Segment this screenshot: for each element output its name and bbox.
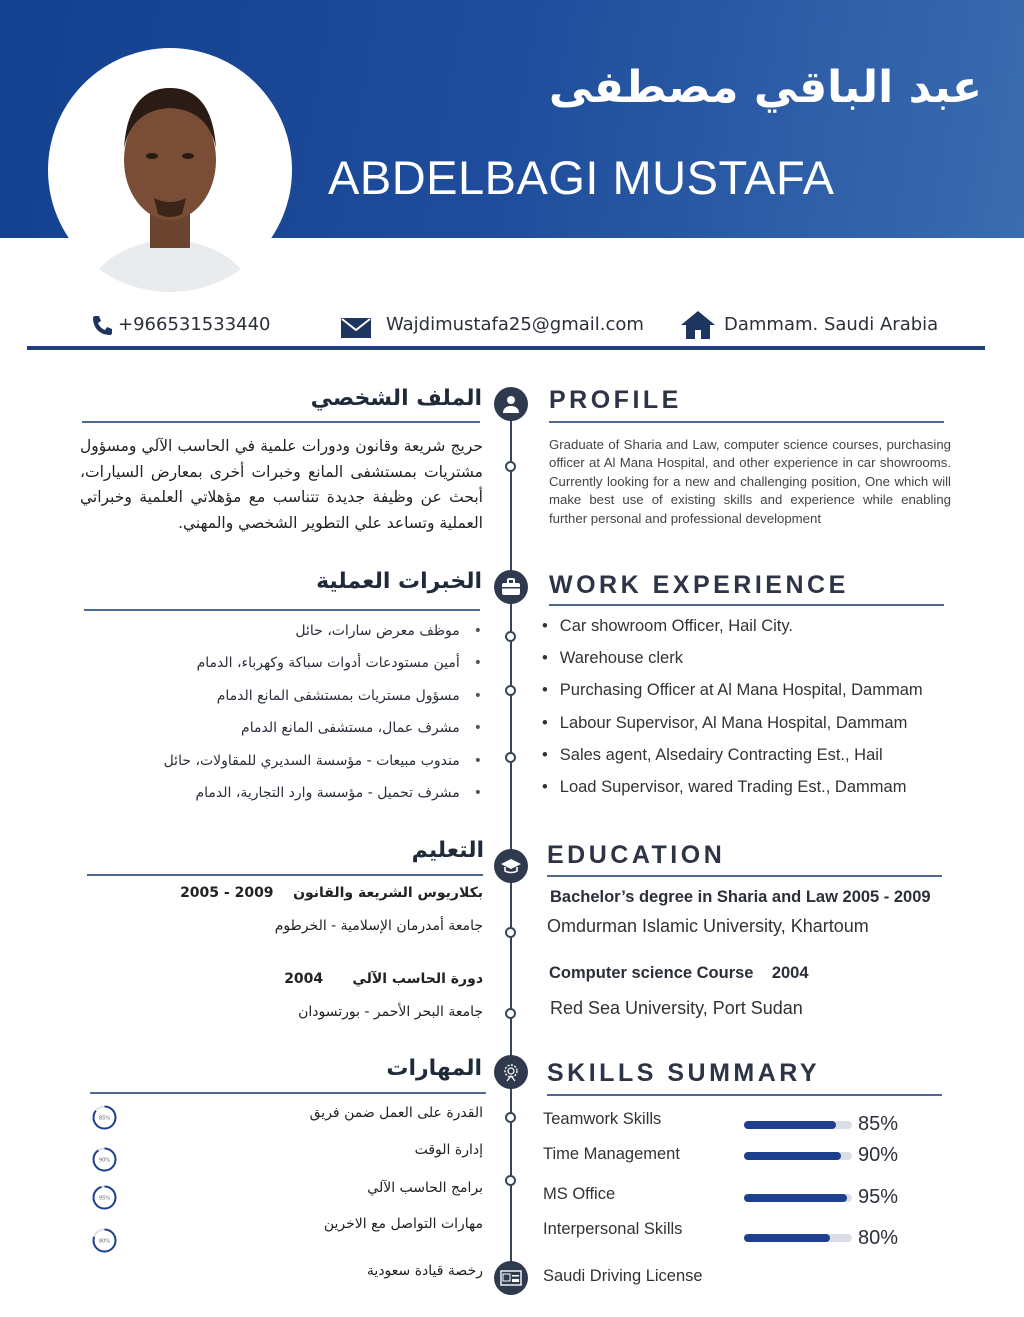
profile-text-ar: حريج شريعة وقانون ودورات علمية في الحاسب الآلي ومسؤول مشتريات بمستشفى المانع وخبرات أخرى بمعارض السيارات، أبحث عن وظيفة جديدة تتناسب مع مؤهلاتي العلمية وخبراتي العملية وتساعد علي التطوير الشخصي والمهني. <box>80 437 483 532</box>
skill-gauge <box>91 1227 118 1254</box>
edu-degree: Bachelor’s degree in Sharia and Law 2005 - 2009 <box>550 888 931 906</box>
skill-bar-fill <box>744 1152 841 1160</box>
divider <box>549 604 944 606</box>
gear-icon <box>494 1055 528 1089</box>
skill-bar-fill <box>744 1121 836 1129</box>
timeline-line <box>510 400 512 1270</box>
timeline-dot <box>505 631 516 642</box>
edu-degree-ar: بكلاريوس الشريعة والقانون 2005 - 2009 <box>180 885 483 901</box>
education-heading: EDUCATION <box>547 841 726 869</box>
work-heading: WORK EXPERIENCE <box>549 571 849 599</box>
skill-bar-fill <box>744 1194 847 1202</box>
graduation-cap-icon <box>494 849 528 883</box>
edu-degree-ar: دورة الحاسب الآلي 2004 <box>284 971 483 987</box>
timeline-dot <box>505 1112 516 1123</box>
skill-ar: مهارات التواصل مع الاخرين <box>323 1216 483 1232</box>
skill-label: MS Office <box>543 1185 616 1203</box>
skills-heading: SKILLS SUMMARY <box>547 1059 821 1087</box>
id-card-icon <box>494 1261 528 1295</box>
skill-ar: برامج الحاسب الآلي <box>367 1180 483 1196</box>
timeline-dot <box>505 752 516 763</box>
work-item: • Warehouse clerk <box>542 649 683 668</box>
timeline-dot <box>505 685 516 696</box>
email-icon <box>340 317 372 339</box>
skill-percent: 85% <box>858 1113 899 1135</box>
divider <box>547 1094 942 1096</box>
skill-ar: إدارة الوقت <box>414 1142 483 1158</box>
contact-divider <box>27 346 985 350</box>
profile-heading: PROFILE <box>549 386 682 414</box>
skill-bar <box>744 1121 852 1129</box>
edu-school: Omdurman Islamic University, Khartoum <box>547 916 869 936</box>
profile-text: Graduate of Sharia and Law, computer science courses, purchasing officer at Al Mana Hospital, and other experience in car showrooms. Currently looking for a new and challenging position, One which will make best use of existing skills and experience while enabling further personal and professional development <box>549 437 951 526</box>
timeline-dot <box>505 461 516 472</box>
work-item-ar: • مندوب مبيعات - مؤسسة السديري للمقاولات، حائل <box>164 753 482 769</box>
timeline-dot <box>505 927 516 938</box>
timeline-dot <box>505 1008 516 1019</box>
divider <box>87 874 483 876</box>
edu-school-ar: جامعة أمدرمان الإسلامية - الخرطوم <box>274 918 483 934</box>
skill-percent: 95% <box>858 1186 899 1208</box>
work-item: • Load Supervisor, wared Trading Est., Dammam <box>542 778 906 797</box>
name-arabic: عبد الباقي مصطفى <box>548 62 982 113</box>
skill-label: Time Management <box>543 1145 680 1163</box>
skill-gauge <box>91 1104 118 1131</box>
work-heading-ar: الخبرات العملية <box>316 569 482 594</box>
skill-label: Teamwork Skills <box>543 1110 662 1128</box>
work-item-ar: • أمين مستودعات أدوات سباكة وكهرباء، الدمام <box>197 655 482 671</box>
license: Saudi Driving License <box>543 1267 703 1285</box>
phone-number[interactable]: +966531533440 <box>118 314 271 335</box>
skill-bar <box>744 1234 852 1242</box>
user-icon <box>494 387 528 421</box>
work-item-ar: • مشرف عمال، مستشفى المانع الدمام <box>241 720 482 736</box>
skill-ar: القدرة على العمل ضمن فريق <box>309 1105 483 1121</box>
divider <box>84 609 480 611</box>
work-item: • Car showroom Officer, Hail City. <box>542 617 793 636</box>
profile-photo <box>48 48 292 292</box>
skill-gauge <box>91 1184 118 1211</box>
education-heading-ar: التعليم <box>411 838 484 863</box>
skill-bar <box>744 1152 852 1160</box>
gauge-label: 85% <box>98 1115 111 1122</box>
name-english: ABDELBAGI MUSTAFA <box>328 151 835 204</box>
divider <box>82 421 480 423</box>
skill-percent: 80% <box>858 1227 899 1249</box>
profile-heading-ar: الملف الشخصي <box>310 386 482 411</box>
edu-degree: Computer science Course 2004 <box>549 964 809 982</box>
timeline-dot <box>505 1175 516 1186</box>
skill-label: Interpersonal Skills <box>543 1220 683 1238</box>
divider <box>90 1092 486 1094</box>
skill-gauge <box>91 1146 118 1173</box>
work-item: • Sales agent, Alsedairy Contracting Est., Hail <box>542 746 883 765</box>
divider <box>549 421 944 423</box>
edu-school: Red Sea University, Port Sudan <box>550 998 803 1018</box>
skill-bar-fill <box>744 1234 830 1242</box>
phone-icon <box>90 314 114 338</box>
work-item-ar: • موظف معرض سارات، حائل <box>295 623 482 639</box>
work-item: • Purchasing Officer at Al Mana Hospital, Dammam <box>542 681 923 700</box>
license-ar: رخصة قيادة سعودية <box>366 1263 483 1279</box>
location: Dammam. Saudi Arabia <box>724 314 939 335</box>
skills-heading-ar: المهارات <box>386 1056 482 1081</box>
gauge-label: 95% <box>98 1195 111 1202</box>
work-item-ar: • مشرف تحميل - مؤسسة وارد التجارية، الدمام <box>195 785 482 801</box>
gauge-label: 90% <box>98 1157 111 1164</box>
divider <box>547 875 942 877</box>
work-item: • Labour Supervisor, Al Mana Hospital, Dammam <box>542 714 907 733</box>
edu-school-ar: جامعة البحر الأحمر - بورتسودان <box>298 1004 483 1020</box>
skill-bar <box>744 1194 852 1202</box>
skill-percent: 90% <box>858 1144 899 1166</box>
email-address[interactable]: Wajdimustafa25@gmail.com <box>386 314 644 335</box>
briefcase-icon <box>494 570 528 604</box>
gauge-label: 80% <box>98 1238 111 1245</box>
home-icon <box>680 310 716 340</box>
work-item-ar: • مسؤول مستريات بمستشفى المانع الدمام <box>217 688 482 704</box>
